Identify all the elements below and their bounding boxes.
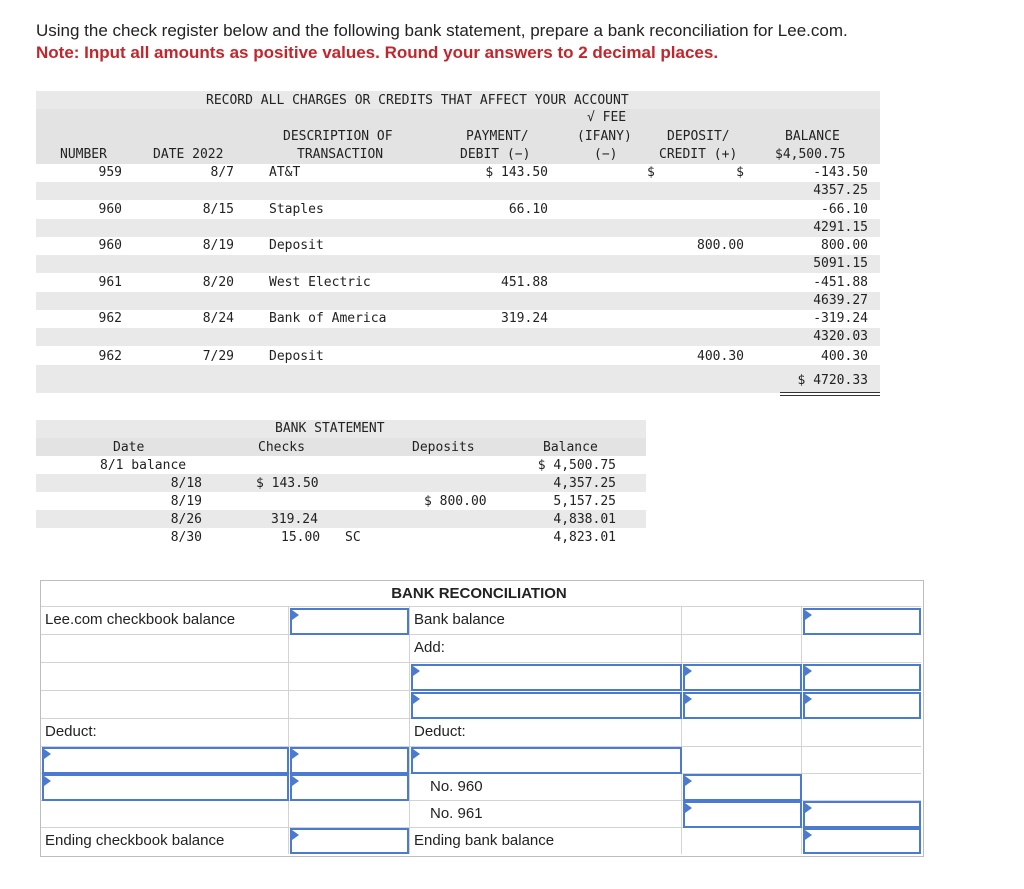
deduct-left-label-cell [41, 719, 289, 747]
empty-cell [41, 635, 289, 663]
reg-payment: 451.88 [501, 275, 548, 290]
empty-cell [682, 828, 802, 854]
header-balance-1: BALANCE [785, 129, 840, 144]
empty-cell [802, 635, 921, 663]
empty-cell [289, 719, 410, 747]
stmt-date: 8/19 [170, 494, 202, 509]
deduct-right-item-select[interactable] [411, 747, 682, 774]
reg-payment: 66.10 [508, 202, 548, 217]
header-balance-2: $4,500.75 [775, 147, 846, 162]
dropdown-arrow-icon [685, 666, 692, 676]
check-960-amount-input[interactable] [683, 774, 802, 801]
dropdown-arrow-icon [805, 694, 812, 704]
reg-number: 961 [98, 275, 122, 290]
dropdown-arrow-icon [44, 749, 51, 759]
ending-bank-label: Ending bank balance [414, 832, 555, 849]
stmt-balance: 4,838.01 [553, 512, 616, 527]
register-banner: RECORD ALL CHARGES OR CREDITS THAT AFFECT YOUR ACCOUNT [206, 93, 629, 108]
dropdown-arrow-icon [413, 694, 420, 704]
instructions-note: Note: Input all amounts as positive values. Round your answers to 2 decimal places. [36, 43, 719, 62]
statement-header-checks: Checks [258, 440, 305, 455]
register-stripe [36, 292, 880, 310]
reg-balance: 4320.03 [813, 329, 868, 344]
empty-cell [41, 801, 289, 828]
header-payment-1: PAYMENT/ [466, 129, 529, 144]
empty-cell [41, 663, 289, 691]
ending-bank-label-cell [410, 828, 682, 854]
empty-cell [41, 691, 289, 719]
header-number: NUMBER [60, 147, 107, 162]
final-balance-double-underline [780, 395, 880, 396]
header-fee-2: (−) [594, 147, 618, 162]
dropdown-arrow-icon [805, 666, 812, 676]
fee-header-top: √ FEE [587, 110, 627, 125]
add-total-2-input[interactable] [803, 692, 921, 719]
header-payment-2: DEBIT (−) [460, 147, 531, 162]
checkbook-balance-label: Lee.com checkbook balance [45, 611, 236, 628]
check-961-amount-input[interactable] [683, 801, 802, 828]
check-961-cell [410, 801, 682, 828]
statement-header-balance: Balance [543, 440, 598, 455]
dropdown-arrow-icon [292, 830, 299, 840]
dropdown-arrow-icon [44, 776, 51, 786]
reg-balance: 5091.15 [813, 256, 868, 271]
deduct-right-label: Deduct: [414, 723, 466, 740]
reg-number: 960 [98, 202, 122, 217]
stmt-balance: 4,823.01 [553, 530, 616, 545]
dropdown-arrow-icon [685, 803, 692, 813]
add-amount-1-input[interactable] [683, 664, 802, 691]
reg-balance-change: -451.88 [813, 275, 868, 290]
reg-date: 8/7 [210, 165, 234, 180]
register-stripe [36, 328, 880, 346]
register-stripe [36, 182, 880, 200]
reg-balance: 4291.15 [813, 220, 868, 235]
reg-desc: AT&T [269, 165, 301, 180]
header-deposit-1: DEPOSIT/ [667, 129, 730, 144]
stmt-balance: 5,157.25 [553, 494, 616, 509]
bank-balance-label-cell [410, 607, 682, 635]
dropdown-arrow-icon [805, 803, 812, 813]
add-label-cell [410, 635, 682, 663]
dropdown-arrow-icon [805, 610, 812, 620]
reg-date: 7/29 [202, 349, 234, 364]
empty-cell [682, 719, 802, 747]
deduct-left-amount-1-input[interactable] [290, 747, 409, 774]
stmt-balance: 4,357.25 [553, 476, 616, 491]
empty-cell [802, 719, 921, 747]
stmt-date: 8/30 [170, 530, 202, 545]
check-960-cell [410, 774, 682, 801]
checkbook-balance-input[interactable] [290, 608, 409, 635]
reg-final-balance: $ 4720.33 [797, 373, 868, 388]
ending-checkbook-label: Ending checkbook balance [45, 832, 225, 849]
empty-cell [289, 635, 410, 663]
dropdown-arrow-icon [805, 830, 812, 840]
statement-title: BANK STATEMENT [275, 421, 385, 436]
opening-balance: $ 4,500.75 [537, 458, 616, 473]
deduct-left-item-2-select[interactable] [42, 774, 289, 801]
add-amount-2-input[interactable] [683, 692, 802, 719]
reg-number: 960 [98, 238, 122, 253]
header-desc-2: TRANSACTION [297, 147, 384, 162]
stmt-date: 8/18 [170, 476, 202, 491]
add-item-2-select[interactable] [411, 692, 682, 719]
reconciliation-title-row [41, 581, 921, 607]
check-961-label: No. 961 [430, 805, 483, 822]
empty-cell [289, 663, 410, 691]
statement-header-date: Date [113, 440, 145, 455]
stmt-date: 8/26 [170, 512, 202, 527]
reg-desc: Deposit [269, 238, 324, 253]
reg-balance: 4639.27 [813, 293, 868, 308]
ending-checkbook-balance-input[interactable] [290, 828, 409, 854]
empty-cell [682, 635, 802, 663]
reg-number: 962 [98, 349, 122, 364]
register-stripe [36, 219, 880, 237]
reg-desc: Deposit [269, 349, 324, 364]
ending-bank-balance-input[interactable] [803, 828, 921, 854]
reg-date: 8/20 [202, 275, 234, 290]
dropdown-arrow-icon [413, 666, 420, 676]
header-desc-1: DESCRIPTION OF [283, 129, 393, 144]
header-fee-1: (IFANY) [577, 129, 632, 144]
reg-desc: West Electric [269, 275, 371, 290]
check-960-label: No. 960 [430, 778, 483, 795]
ending-checkbook-label-cell [41, 828, 289, 854]
dropdown-arrow-icon [413, 749, 420, 759]
reg-number: 962 [98, 311, 122, 326]
reg-balance-change: -143.50 [813, 165, 868, 180]
reg-payment: 319.24 [501, 311, 548, 326]
final-balance-underline [780, 392, 880, 393]
statement-header-deposits: Deposits [412, 440, 475, 455]
stmt-deposit: $ 800.00 [424, 494, 487, 509]
reg-balance: 4357.25 [813, 183, 868, 198]
add-total-1-input[interactable] [803, 664, 921, 691]
reg-fee: $ [647, 165, 655, 180]
reg-desc: Bank of America [269, 311, 387, 326]
deduct-left-label: Deduct: [45, 723, 97, 740]
empty-cell [289, 691, 410, 719]
stmt-check: 15.00 [281, 530, 321, 545]
empty-cell [289, 801, 410, 828]
reg-date: 8/19 [202, 238, 234, 253]
checkbook-balance-label-cell [41, 607, 289, 635]
reg-desc: Staples [269, 202, 324, 217]
stmt-check: 319.24 [271, 512, 318, 527]
reg-deposit: 800.00 [697, 238, 744, 253]
add-label: Add: [414, 639, 445, 656]
register-stripe [36, 365, 880, 393]
opening-balance-label: 8/1 balance [100, 458, 187, 473]
register-stripe [36, 255, 880, 273]
deduct-total-input[interactable] [803, 801, 921, 828]
reconciliation-form [40, 580, 924, 857]
add-item-1-select[interactable] [411, 664, 682, 691]
stmt-service-charge-code: SC [345, 530, 361, 545]
dropdown-arrow-icon [685, 694, 692, 704]
bank-balance-mid-cell [682, 607, 802, 635]
dropdown-arrow-icon [292, 776, 299, 786]
deduct-left-item-1-select[interactable] [42, 747, 289, 774]
empty-cell [682, 747, 802, 774]
empty-cell [802, 774, 921, 801]
dropdown-arrow-icon [292, 749, 299, 759]
reg-date: 8/15 [202, 202, 234, 217]
reconciliation-title: BANK RECONCILIATION [391, 585, 567, 602]
reg-number: 959 [98, 165, 122, 180]
reg-balance-change: 400.30 [821, 349, 868, 364]
reg-payment: $ 143.50 [485, 165, 548, 180]
deduct-left-amount-2-input[interactable] [290, 774, 409, 801]
instructions-text: Using the check register below and the following bank statement, prepare a bank reconciliation for Lee.com. [36, 21, 848, 40]
reg-balance-change: -319.24 [813, 311, 868, 326]
stmt-check: $ 143.50 [256, 476, 319, 491]
reg-deposit: $ [736, 165, 744, 180]
header-date: DATE 2022 [153, 147, 224, 162]
reg-deposit: 400.30 [697, 349, 744, 364]
reg-balance-change: 800.00 [821, 238, 868, 253]
header-deposit-2: CREDIT (+) [659, 147, 738, 162]
bank-balance-label: Bank balance [414, 611, 505, 628]
dropdown-arrow-icon [685, 776, 692, 786]
deduct-right-label-cell [410, 719, 682, 747]
dropdown-arrow-icon [292, 610, 299, 620]
empty-cell [802, 747, 921, 774]
reg-balance-change: -66.10 [821, 202, 868, 217]
bank-balance-input[interactable] [803, 608, 921, 635]
reg-date: 8/24 [202, 311, 234, 326]
